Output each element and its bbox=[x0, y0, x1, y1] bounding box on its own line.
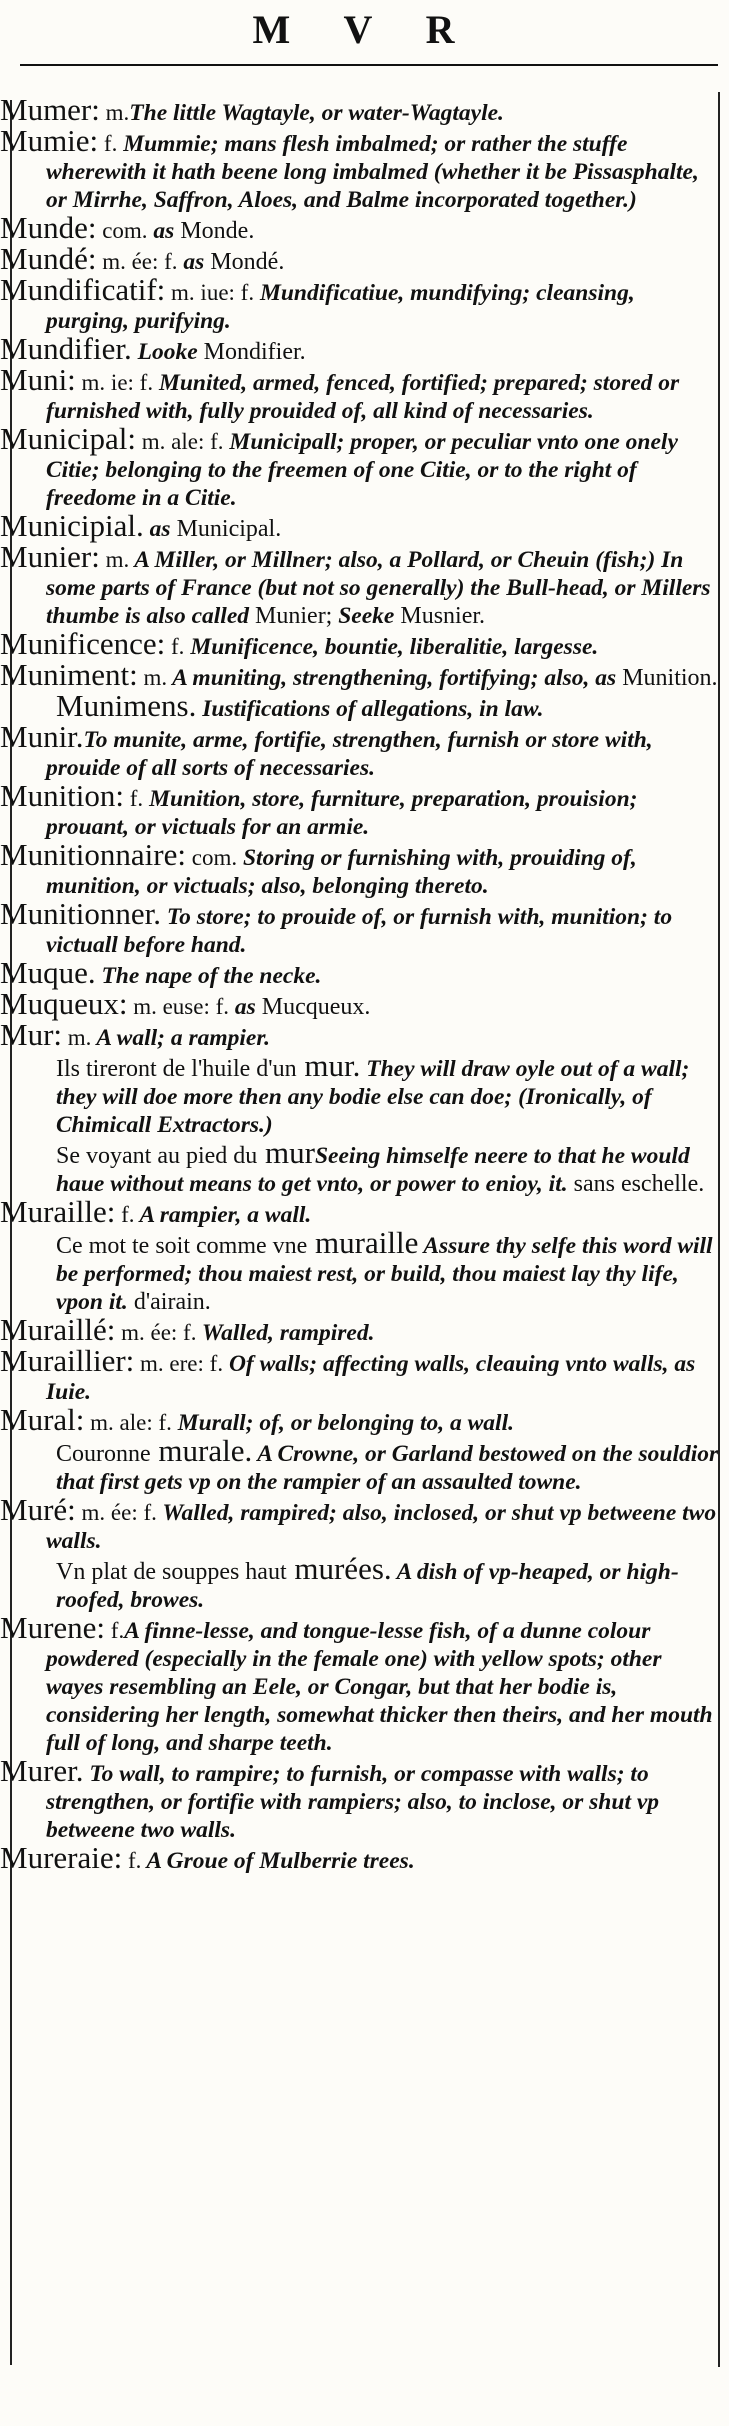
headword: Munificence: bbox=[0, 626, 166, 661]
headword: Mur: bbox=[0, 1017, 62, 1052]
headword: Muqueux: bbox=[0, 986, 128, 1021]
entry-list bbox=[0, 92, 729, 1875]
headword: Municipal: bbox=[0, 421, 137, 456]
definition: A muniting, strengthening, fortifying; also, as bbox=[167, 665, 617, 691]
definition: A finne-lesse, and tongue-lesse fish, of a dunne colour powdered (especially in the female one) with yellow spots; other wayes resembling an Eele, or Congar, but that her bodie is, considering her length, somewhat thicker then theirs, and her mouth full of long, and sharpe teeth. bbox=[46, 1618, 713, 1756]
headword: Muniment: bbox=[0, 657, 138, 692]
dictionary-entry bbox=[0, 272, 721, 335]
dictionary-entry bbox=[0, 362, 721, 425]
headword: mur bbox=[257, 1135, 315, 1170]
grammar-label: m. ere: f. bbox=[134, 1351, 224, 1376]
headword: Mundifier. bbox=[0, 331, 132, 366]
definition: A Crowne, or Garland bestowed on the souldior that first gets vp on the rampier of an assaulted towne. bbox=[56, 1441, 719, 1495]
grammar-label: com. bbox=[185, 845, 238, 870]
headword: muraille bbox=[307, 1225, 419, 1260]
definition: Walled, rampired; also, inclosed, or shut vp betweene two walls. bbox=[46, 1500, 717, 1554]
definition: as bbox=[147, 218, 175, 244]
definition: A Groue of Mulberrie trees. bbox=[141, 1848, 415, 1874]
definition: A wall; a rampier. bbox=[91, 1025, 271, 1051]
dictionary-entry bbox=[0, 1610, 721, 1757]
definition: Munition, store, furniture, preparation, prouision; prouant, or victuals for an armie. bbox=[46, 786, 638, 840]
definition: To wall, to rampire; to furnish, or compasse with walls; to strengthen, or fortifie with rampiers; also, to inclose, or shut vp betweene two walls. bbox=[46, 1761, 660, 1843]
french-reference: d'airain. bbox=[127, 1289, 211, 1315]
definition: The little Wagtayle, or water-Wagtayle. bbox=[129, 100, 504, 126]
french-phrase: Couronne bbox=[56, 1441, 151, 1467]
definition: To munite, arme, fortifie, strengthen, furnish or store with, prouide of all sorts of necessaries. bbox=[46, 727, 653, 781]
french-reference: Municipal. bbox=[170, 516, 282, 542]
dictionary-entry bbox=[0, 778, 721, 841]
headword: Munier: bbox=[0, 539, 100, 574]
french-reference-continued: Musnier. bbox=[394, 603, 486, 629]
headword: Mundé: bbox=[0, 241, 97, 276]
sub-entry bbox=[0, 1048, 721, 1139]
headword: Mumie: bbox=[0, 123, 99, 158]
header-rule bbox=[20, 64, 718, 66]
headword: mur. bbox=[296, 1048, 361, 1083]
headword: Muque. bbox=[0, 955, 96, 990]
headword: Munitionnaire: bbox=[0, 837, 186, 872]
definition: as bbox=[143, 516, 171, 542]
running-head: M V R bbox=[252, 7, 477, 52]
grammar-label: m. euse: f. bbox=[127, 994, 229, 1019]
french-reference: Mondé. bbox=[204, 249, 285, 275]
headword: Murer. bbox=[0, 1753, 84, 1788]
headword: Munde: bbox=[0, 210, 97, 245]
headword: murale. bbox=[150, 1433, 253, 1468]
french-reference: sans eschelle. bbox=[567, 1171, 705, 1197]
dictionary-entry bbox=[0, 1492, 721, 1555]
french-reference: Mondifier. bbox=[197, 339, 306, 365]
grammar-label: m. ale: f. bbox=[84, 1410, 172, 1435]
definition: as bbox=[177, 249, 205, 275]
grammar-label: m. ie: f. bbox=[75, 370, 154, 395]
definition: Munificence, bountie, liberalitie, largesse. bbox=[184, 634, 599, 660]
definition: Mundificatiue, mundifying; cleansing, purging, purifying. bbox=[46, 280, 635, 334]
sub-entry bbox=[0, 1433, 721, 1496]
definition: as bbox=[229, 994, 256, 1020]
definition-continued: Seeke bbox=[332, 603, 395, 629]
french-phrase: Ils tireront de l'huile d'un bbox=[56, 1056, 297, 1082]
definition: To store; to prouide of, or furnish with, munition; to victuall before hand. bbox=[46, 904, 673, 958]
headword: Mundificatif: bbox=[0, 272, 166, 307]
dictionary-entry bbox=[0, 421, 721, 512]
headword: Muraillier: bbox=[0, 1343, 135, 1378]
dictionary-entry bbox=[0, 508, 721, 543]
french-phrase: Vn plat de souppes haut bbox=[56, 1559, 287, 1585]
dictionary-entry bbox=[0, 1840, 721, 1875]
dictionary-entry bbox=[0, 1017, 721, 1052]
grammar-label: f. bbox=[165, 634, 185, 659]
dictionary-entry bbox=[0, 1402, 721, 1437]
definition: The nape of the necke. bbox=[95, 963, 322, 989]
dictionary-entry bbox=[0, 539, 721, 630]
dictionary-entry bbox=[0, 1343, 721, 1406]
headword: Muré: bbox=[0, 1492, 76, 1527]
headword: Muni: bbox=[0, 362, 76, 397]
french-reference: Mucqueux. bbox=[255, 994, 371, 1020]
headword: Mural: bbox=[0, 1402, 85, 1437]
grammar-label: m. bbox=[137, 665, 168, 690]
definition: Looke bbox=[131, 339, 198, 365]
grammar-label: com. bbox=[96, 218, 148, 243]
dictionary-entry bbox=[0, 896, 721, 959]
grammar-label: f. bbox=[98, 131, 118, 156]
headword: Mumer: bbox=[0, 92, 100, 127]
dictionary-entry bbox=[0, 719, 721, 782]
french-phrase: Ce mot te soit comme vne bbox=[56, 1233, 308, 1259]
headword: Muraillé: bbox=[0, 1312, 116, 1347]
grammar-label: m. ée: f. bbox=[96, 249, 178, 274]
definition: A rampier, a wall. bbox=[134, 1202, 312, 1228]
headword: Munimens. bbox=[56, 688, 197, 723]
definition: Mummie; mans flesh imbalmed; or rather the stuffe wherewith it hath beene long imbalmed (whether it be Pissasphalte, or Mirrhe, Saffron, Aloes, and Balme incorporated together.) bbox=[46, 131, 699, 213]
headword: Municipial. bbox=[0, 508, 144, 543]
dictionary-entry bbox=[0, 331, 721, 366]
grammar-label: m. ée: f. bbox=[75, 1500, 157, 1525]
definition: Murall; of, or belonging to, a wall. bbox=[171, 1410, 514, 1436]
definition: Munited, armed, fenced, fortified; prepared; stored or furnished with, fully prouided of, all kind of necessaries. bbox=[46, 370, 680, 424]
grammar-label: f. bbox=[124, 786, 144, 811]
dictionary-entry bbox=[0, 210, 721, 245]
headword: Muraille: bbox=[0, 1194, 116, 1229]
headword: Murene: bbox=[0, 1610, 106, 1645]
sub-entry bbox=[0, 1551, 721, 1614]
dictionary-entry bbox=[0, 92, 721, 127]
definition: A dish of vp-heaped, or high-roofed, browes. bbox=[56, 1559, 679, 1613]
french-phrase: Se voyant au pied du bbox=[56, 1143, 258, 1169]
headword: Munitionner. bbox=[0, 896, 162, 931]
definition: Of walls; affecting walls, cleauing vnto walls, as Iuie. bbox=[46, 1351, 696, 1405]
grammar-label: f. bbox=[122, 1848, 142, 1873]
grammar-label: m. bbox=[99, 100, 130, 125]
sub-entry bbox=[0, 1135, 721, 1198]
french-reference: Monde. bbox=[174, 218, 255, 244]
definition: Municipall; proper, or peculiar vnto one onely Citie; belonging to the freemen of one Citie, or to the right of freedome in a Citie. bbox=[46, 429, 678, 511]
definition: They will draw oyle out of a wall; they will doe more then any bodie else can doe; (Ironically, of Chimicall Extractors.) bbox=[56, 1056, 690, 1138]
definition: Walled, rampired. bbox=[196, 1320, 375, 1346]
definition: Storing or furnishing with, prouiding of, munition, or victuals; also, belonging thereto. bbox=[46, 845, 637, 899]
grammar-label: m. ée: f. bbox=[115, 1320, 197, 1345]
headword: Munir. bbox=[0, 719, 84, 754]
grammar-label: m. iue: f. bbox=[165, 280, 255, 305]
french-reference: Munier; bbox=[249, 603, 333, 629]
definition: Seeing himselfe neere to that he would haue without means to get vnto, or power to enioy, it. bbox=[56, 1143, 690, 1197]
grammar-label: m. ale: f. bbox=[136, 429, 224, 454]
definition: Iustifications of allegations, in law. bbox=[196, 696, 544, 722]
grammar-label: m. bbox=[99, 547, 130, 572]
grammar-label: m. bbox=[62, 1025, 92, 1050]
dictionary-entry bbox=[0, 986, 721, 1021]
dictionary-entry bbox=[0, 837, 721, 900]
grammar-label: f. bbox=[105, 1618, 125, 1643]
grammar-label: f. bbox=[115, 1202, 135, 1227]
sub-entry bbox=[0, 1225, 721, 1316]
dictionary-entry bbox=[0, 1753, 721, 1844]
headword: murées. bbox=[286, 1551, 392, 1586]
headword: Munition: bbox=[0, 778, 125, 813]
sub-entry bbox=[0, 688, 721, 723]
headword: Mureraie: bbox=[0, 1840, 123, 1875]
definition: A Miller, or Millner; also, a Pollard, or Cheuin (fish;) In some parts of France (but not so generally) the Bull-head, or Millers thumbe is also called bbox=[46, 547, 711, 629]
definition: Assure thy selfe this word will be performed; thou maiest rest, or build, thou maiest lay thy life, vpon it. bbox=[56, 1233, 713, 1315]
french-reference: Munition. bbox=[616, 665, 718, 691]
dictionary-entry bbox=[0, 123, 721, 214]
